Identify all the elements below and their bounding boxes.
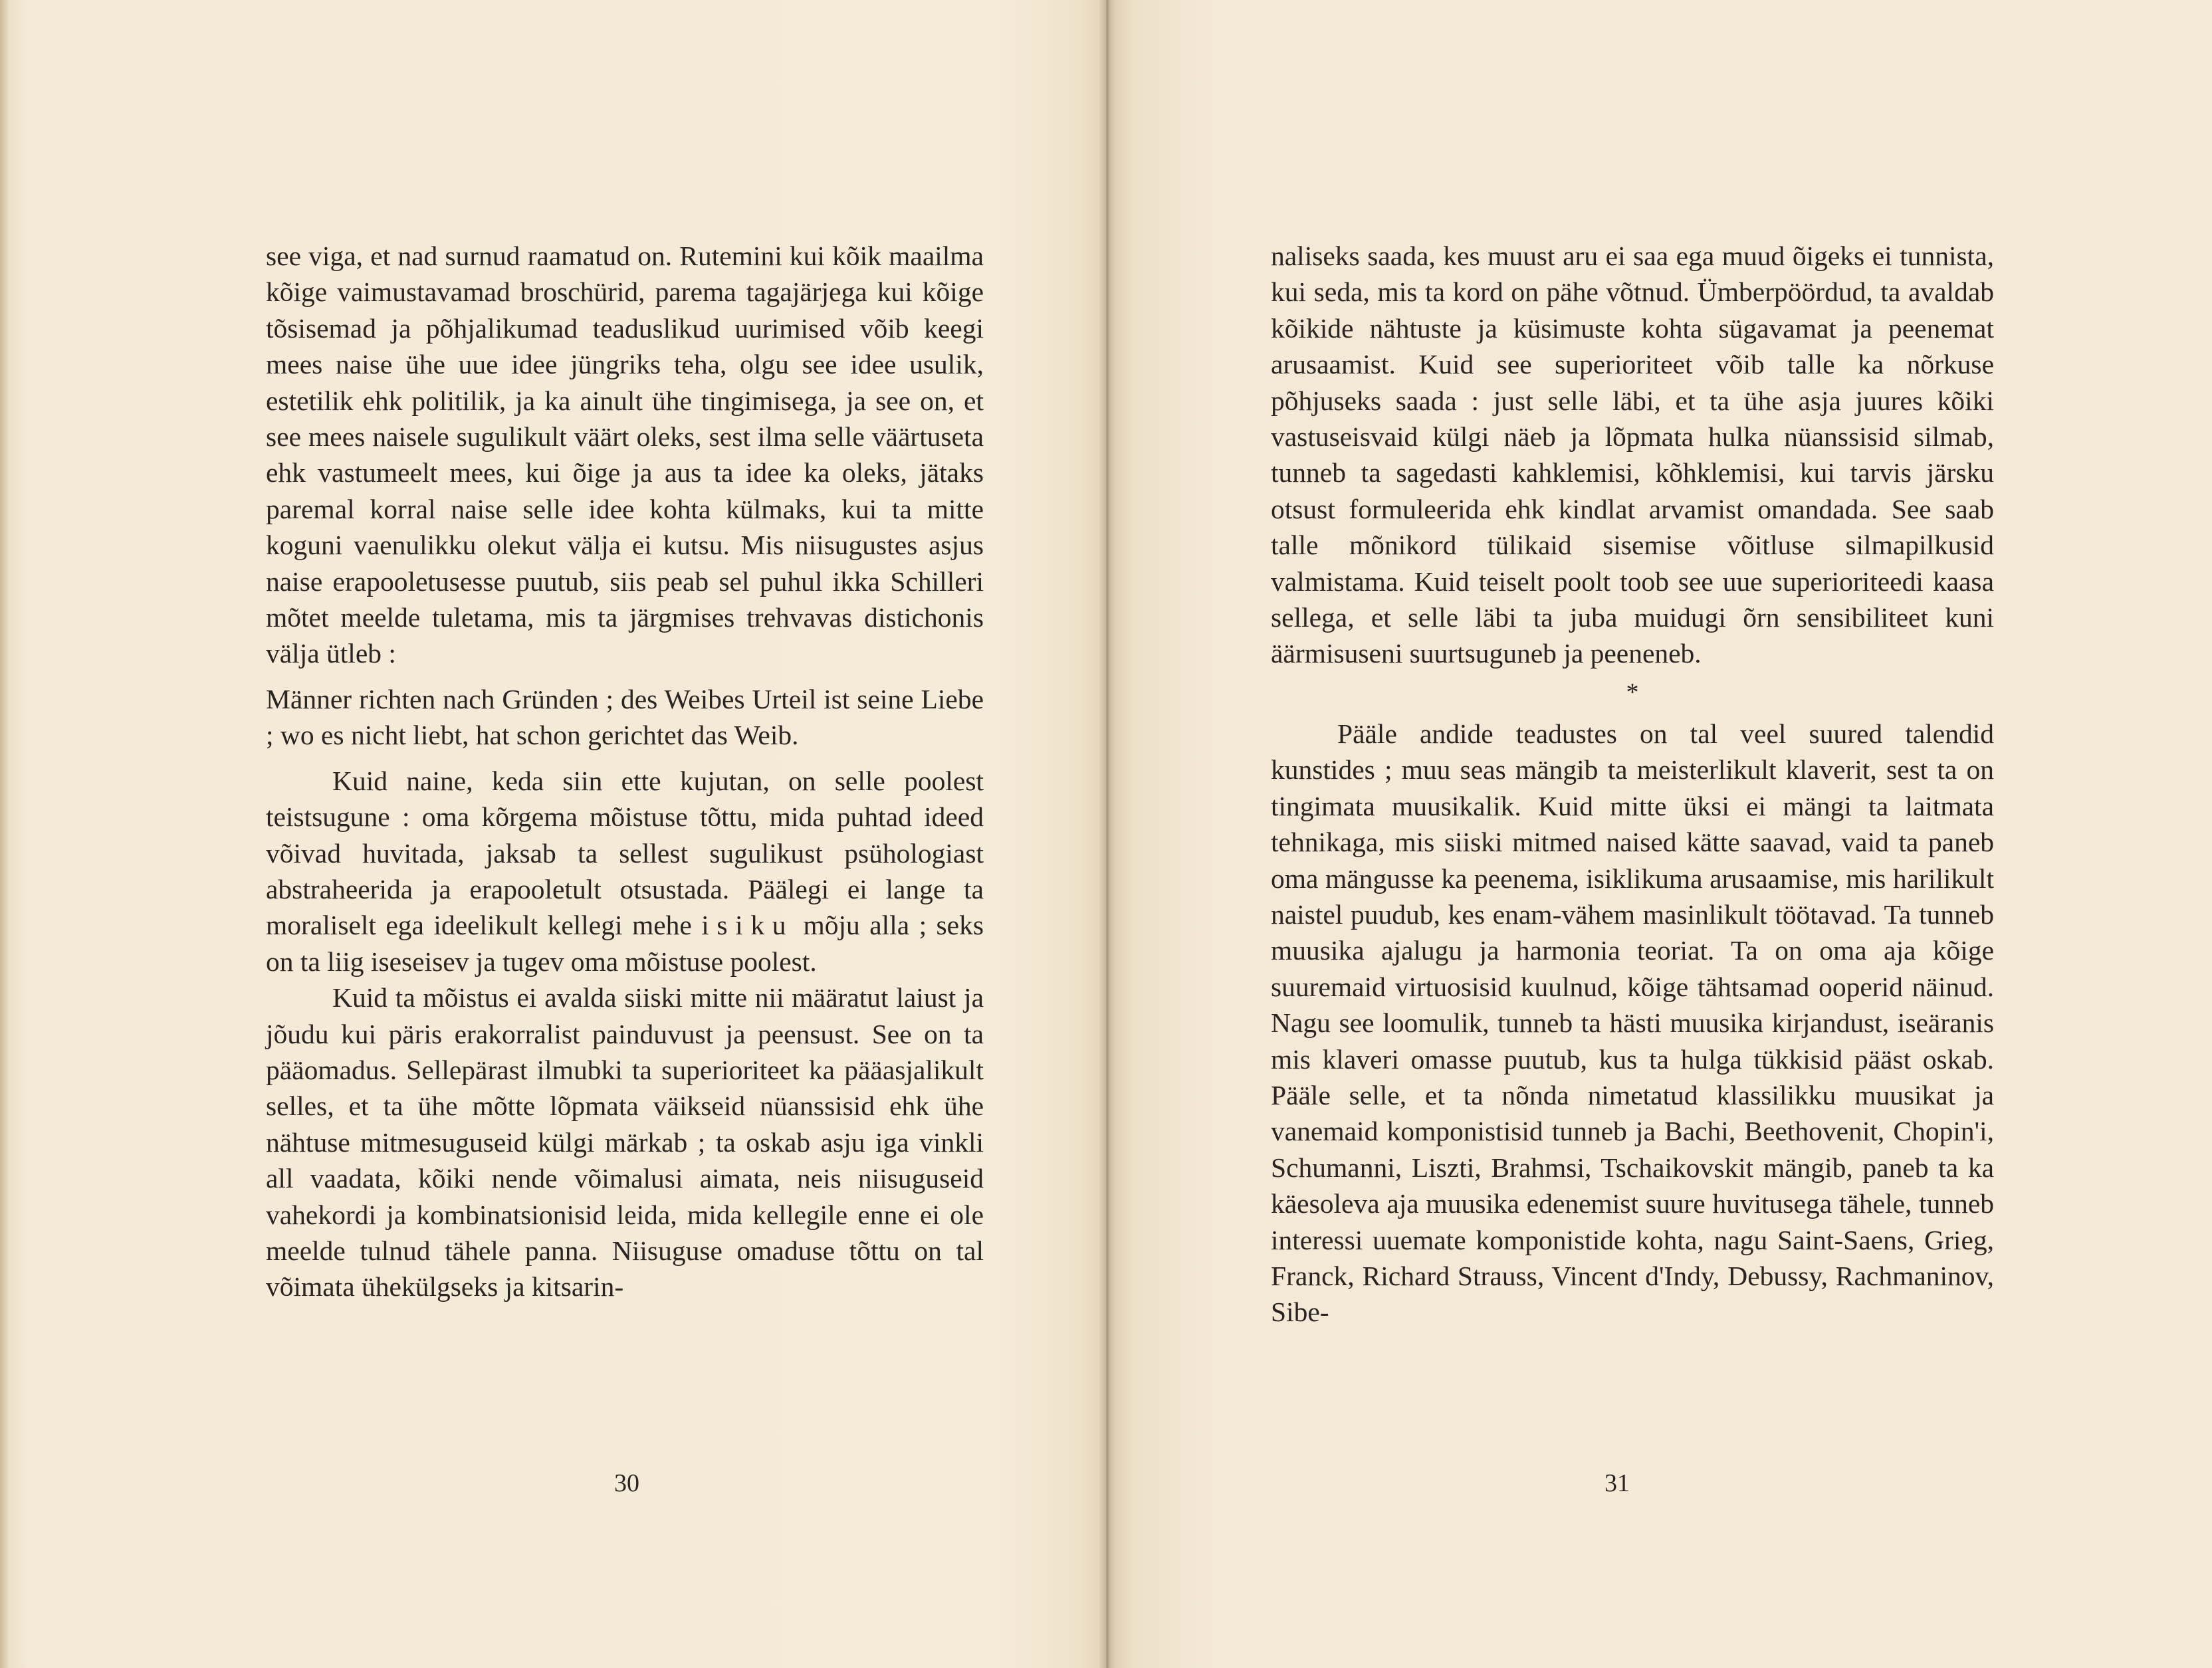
page-edge <box>0 0 9 1668</box>
right-page <box>1106 0 2212 1668</box>
paragraph: see viga, et nad surnud raamatud on. Rutemini kui kõik maailma kõige vaimustavamad broschürid, parema tagajärjega kui kõige tõsisemad ja põhjalikumad teaduslikud uurimised võib keegi mees naise ühe uue idee jüngriks teha, olgu see idee usulik, estetilik ehk politilik, ja ka ainult ühe tingimisega, ja see on, et see mees naisele sugulikult väärt oleks, sest ilma selle väärtuseta ehk vastumeelt mees, kui õige ja aus ta idee ka oleks, jätaks paremal korral naise selle idee kohta külmaks, kui ta mitte koguni vaenulikku olekut välja ei kutsu. Mis niisugustes asjus naise erapooletusesse puutub, siis peab sel puhul ikka Schilleri mõtet meelde tuletama, mis ta järgmises trehvavas distichonis välja ütleb : <box>266 241 984 669</box>
paragraph <box>266 763 984 980</box>
paragraph-text: mõju alla ; seks on ta liig iseseisev ja tugev oma mõistuse poolest. <box>266 910 984 977</box>
left-text-block <box>266 238 984 1305</box>
right-text-block <box>1271 238 1994 1330</box>
schiller-quote: Männer richten nach Gründen ; des Weibes Urteil ist seine Liebe ; wo es nicht liebt, hat schon gerichtet das Weib. <box>266 683 984 751</box>
paragraph: Kuid ta mõistus ei avalda siiski mitte nii määratut laiust ja jõudu kui päris erakorralist painduvust ja peensust. See on ta pääomadus. Sellepärast ilmubki ta superioriteet ka pääasjalikult selles, et ta ühe mõtte lõpmata väikseid nüanssisid ehk ühe nähtuse mitmesuguseid külgi märkab ; ta oskab asju iga vinkli all vaadata, kõiki nende võimalusi aimata, neis niisuguseid vahekordi ja kombinatsionisid leida, mida kellegile enne ei ole meelde tulnud tähele panna. Niisuguse omaduse tõttu on tal võimata ühekülgseks ja kitsarin- <box>266 982 984 1303</box>
page-number: 31 <box>1604 1469 1630 1497</box>
book-gutter <box>1098 0 1115 1668</box>
paragraph: naliseks saada, kes muust aru ei saa ega muud õigeks ei tunnista, kui seda, mis ta kord on pähe võtnud. Ümberpöördud, ta avaldab kõikide nähtuste ja küsimuste kohta sügavamat ja peenemat arusaamist. Kuid see superioriteet võib talle ka nõrkuse põhjuseks saada : just selle läbi, et ta ühe asja juures kõiki vastuseisvaid külgi näeb ja lõpmata hulka nüanssisid silmab, tunneb ta sagedasti kahklemisi, kõhklemisi, kui tarvis järsku otsust formuleerida ehk kindlat arvamist omandada. See saab talle mõnikord tülikaid sisemise võitluse silmapilkusid valmistama. Kuid teiselt poolt toob see uue superioriteedi kaasa sellega, et selle läbi ta juba muidugi õrn sensibiliteet kuni äärmisuseni suurtsuguneb ja peeneneb. <box>1271 241 1994 669</box>
section-divider: * <box>1626 678 1639 706</box>
letterspaced-word: isiku <box>701 910 794 941</box>
paragraph-text: Kuid naine, keda siin ette kujutan, on selle poolest teistsugune : oma kõrgema mõistuse tõttu, mida puhtad ideed võivad huvitada, jaksab ta sellest sugulikust psühologiast abstraheerida ja erapooletult otsustada. Päälegi ei lange ta moraliselt ega ideelikult kellegi mehe <box>266 765 984 941</box>
paragraph: Pääle andide teadustes on tal veel suured talendid kunstides ; muu seas mängib ta meisterlikult klaverit, sest ta on tingimata muusikalik. Kuid mitte üksi ei mängi ta laitmata tehnikaga, mis siiski mitmed naised kätte saavad, vaid ta paneb oma mängusse ka peenema, isiklikuma arusaamise, mis harilikult naistel puudub, kes enam-vähem masinlikult töötavad. Ta tunneb muusika ajalugu ja harmonia teoriat. Ta on oma aja kõige suuremaid virtuosisid kuulnud, kõige tähtsamad ooperid näinud. Nagu see loomulik, tunneb ta hästi muusika kirjandust, iseäranis mis klaveri omasse puutub, kus ta hulga tükkisid pääst oskab. Pääle selle, et ta nõnda nimetatud klassilikku muusikat ja vanemaid komponistisid tunneb ja Bachi, Beethovenit, Chopin'i, Schumanni, Liszti, Brahmsi, Tschaikovskit mängib, paneb ta ka käesoleva aja muusika edenemist suure huvitusega tähele, tunneb interessi uuemate komponistide kohta, nagu Saint-Saens, Grieg, Franck, Richard Strauss, Vincent d'Indy, Debussy, Rachmaninov, Sibe- <box>1271 718 1994 1328</box>
page-number: 30 <box>614 1469 639 1497</box>
